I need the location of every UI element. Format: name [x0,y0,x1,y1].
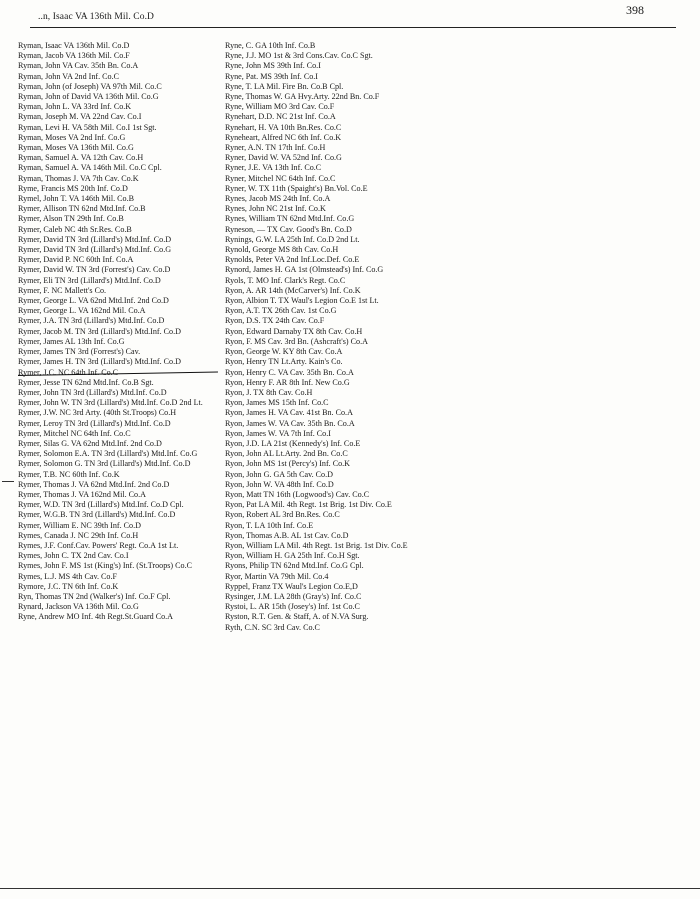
right-column [225,41,465,633]
roster-entry: Rymer, Eli TN 3rd (Lillard's) Mtd.Inf. Co.D [18,275,161,285]
roster-entry: Ryon, Henry F. AR 8th Inf. New Co.G [225,377,350,387]
roster-entry: Ryman, Levi H. VA 58th Mil. Co.I 1st Sgt. [18,122,157,132]
header-rule [30,27,676,28]
roster-entry: Rynolds, Peter VA 2nd Inf.Loc.Def. Co.E [225,255,360,265]
roster-entry: Rynord, James H. GA 1st (Olmstead's) Inf. Co.G [225,265,384,275]
roster-entry: Rymer, J.W. NC 3rd Arty. (40th St.Troops) Co.H [18,408,177,418]
roster-entry: Ryon, James W. VA Cav. 35th Bn. Co.A [225,418,355,428]
roster-entry: Rymer, Jesse TN 62nd Mtd.Inf. Co.B Sgt. [18,377,154,387]
roster-entry: Ryman, John VA 2nd Inf. Co.C [18,71,120,81]
margin-dash [2,481,14,482]
roster-entry: Ryon, James H. VA Cav. 41st Bn. Co.A [225,408,353,418]
roster-entry: Ryman, Moses VA 2nd Inf. Co.G [18,132,126,142]
roster-entry: Ryon, Thomas A.B. AL 1st Cav. Co.D [225,530,349,540]
running-header: ..n, Isaac VA 136th Mil. Co.D [38,12,155,22]
bottom-rule [0,888,700,889]
roster-entry: Rynehart, D.D. NC 21st Inf. Co.A [225,112,336,122]
roster-entry: Ryman, Moses VA 136th Mil. Co.G [18,143,134,153]
roster-entry: Rymer, James H. TN 3rd (Lillard's) Mtd.Inf. Co.D [18,357,181,367]
roster-entry: Rymer, David P. NC 60th Inf. Co.A [18,255,134,265]
roster-entry: Rymer, Solomon E.A. TN 3rd (Lillard's) Mtd.Inf. Co.G [18,449,198,459]
roster-entry: Ryon, William LA Mil. 4th Regt. 1st Brig. 1st Div. Co.E [225,540,408,550]
roster-entry: Rymer, Leroy TN 3rd (Lillard's) Mtd.Inf. Co.D [18,418,171,428]
roster-entry: Ryon, F. MS Cav. 3rd Bn. (Ashcraft's) Co.A [225,336,368,346]
roster-entry: Rysinger, J.M. LA 28th (Gray's) Inf. Co.C [225,591,362,601]
roster-entry: Rynold, George MS 8th Cav. Co.H [225,245,339,255]
roster-entry: Ryon, John MS 1st (Percy's) Inf. Co.K [225,459,351,469]
roster-entry: Ryn, Thomas TN 2nd (Walker's) Inf. Co.F Cpl. [18,591,171,601]
roster-entry: Ryman, John VA Cav. 35th Bn. Co.A [18,61,139,71]
roster-entry: Ryon, John AL Lt.Arty. 2nd Bn. Co.C [225,449,348,459]
roster-entry: Ryon, T. LA 10th Inf. Co.E [225,520,314,530]
roster-entry: Ryon, Henry C. VA Cav. 35th Bn. Co.A [225,367,354,377]
roster-entry: Ryman, Joseph M. VA 22nd Cav. Co.I [18,112,142,122]
roster-entry: Rymer, David TN 3rd (Lillard's) Mtd.Inf. Co.D [18,234,172,244]
roster-entry: Rymer, James TN 3rd (Forrest's) Cav. [18,347,141,357]
roster-entry: Rymer, T.B. NC 60th Inf. Co.K [18,469,120,479]
roster-entry: Ryman, Samuel A. VA 12th Cav. Co.H [18,153,144,163]
roster-entry: Ryman, John (of Joseph) VA 97th Mil. Co.C [18,81,162,91]
roster-entry: Ryne, Thomas W. GA Hvy.Arty. 22nd Bn. Co.F [225,92,380,102]
roster-entry: Ryne, T. LA Mil. Fire Bn. Co.B Cpl. [225,81,344,91]
roster-entry: Rymer, J.C. NC 64th Inf. Co.C [18,367,119,377]
roster-entry: Ryols, T. MO Inf. Clark's Regt. Co.C [225,275,346,285]
roster-entry: Ryne, Pat. MS 39th Inf. Co.I [225,71,318,81]
roster-entry: Ryne, J.J. MO 1st & 3rd Cons.Cav. Co.C Sgt. [225,51,373,61]
roster-entry: Ryner, J.E. VA 13th Inf. Co.C [225,163,322,173]
roster-entry: Ryon, Edward Darnaby TX 8th Cav. Co.H [225,326,363,336]
roster-entry: Ryon, John G. GA 5th Cav. Co.D [225,469,333,479]
roster-entry: Rymer, David TN 3rd (Lillard's) Mtd.Inf. Co.G [18,245,172,255]
roster-entry: Ryman, Samuel A. VA 146th Mil. Co.C Cpl. [18,163,162,173]
roster-entry: Ryner, Mitchel NC 64th Inf. Co.C [225,173,336,183]
roster-entry: Rymer, William E. NC 39th Inf. Co.D [18,520,141,530]
roster-entry: Ryon, A.T. TX 26th Cav. 1st Co.G [225,306,337,316]
roster-entry: Rymer, Allison TN 62nd Mtd.Inf. Co.B [18,204,146,214]
roster-entry: Ryon, Robert AL 3rd Bn.Res. Co.C [225,510,340,520]
roster-entry: Ryth, C.N. SC 3rd Cav. Co.C [225,622,320,632]
roster-entry: Ryon, A. AR 14th (McCarver's) Inf. Co.K [225,285,361,295]
roster-entry: Rynehart, H. VA 10th Bn.Res. Co.C [225,122,342,132]
page-number: 398 [626,3,644,17]
left-column [18,41,218,623]
roster-entry: Ryman, Jacob VA 136th Mil. Co.F [18,51,130,61]
roster-entry: Rymer, Solomon G. TN 3rd (Lillard's) Mtd.Inf. Co.D [18,459,191,469]
roster-entry: Rymer, George L. VA 62nd Mtd.Inf. 2nd Co.D [18,296,169,306]
roster-entry: Rymer, W.D. TN 3rd (Lillard's) Mtd.Inf. Co.D Cpl. [18,500,184,510]
roster-entry: Rystoi, L. AR 15th (Josey's) Inf. 1st Co.C [225,602,360,612]
roster-entry: Ryon, Albion T. TX Waul's Legion Co.E 1st Lt. [225,296,379,306]
roster-entry: Rymer, W.G.B. TN 3rd (Lillard's) Mtd.Inf. Co.D [18,510,176,520]
roster-entry: Ryman, John L. VA 33rd Inf. Co.K [18,102,132,112]
roster-entry: Rynings, G.W. LA 25th Inf. Co.D 2nd Lt. [225,234,360,244]
roster-entry: Rymes, Canada J. NC 29th Inf. Co.H [18,530,139,540]
roster-entry: Ryon, James MS 15th Inf. Co.C [225,398,329,408]
roster-entry: Rymer, Thomas J. VA 162nd Mil. Co.A [18,489,146,499]
roster-entry: Rymer, James AL 13th Inf. Co.G [18,336,125,346]
roster-entry: Ryme, Francis MS 20th Inf. Co.D [18,183,128,193]
roster-entry: Ryne, William MO 3rd Cav. Co.F [225,102,335,112]
roster-entry: Rymel, John T. VA 146th Mil. Co.B [18,194,135,204]
roster-entry: Ryner, David W. VA 52nd Inf. Co.G [225,153,342,163]
roster-entry: Ryor, Martin VA 79th Mil. Co.4 [225,571,329,581]
roster-entry: Rymer, Jacob M. TN 3rd (Lillard's) Mtd.Inf. Co.D [18,326,181,336]
roster-entry: Rymore, J.C. TN 6th Inf. Co.K [18,581,119,591]
roster-entry: Ryon, George W. KY 8th Cav. Co.A [225,347,343,357]
roster-entry: Rymer, John TN 3rd (Lillard's) Mtd.Inf. Co.D [18,387,167,397]
roster-entry: Rynes, Jacob MS 24th Inf. Co.A [225,194,331,204]
roster-entry: Ryon, John W. VA 48th Inf. Co.D [225,479,334,489]
roster-entry: Ryon, William H. GA 25th Inf. Co.H Sgt. [225,551,360,561]
roster-entry: Ryon, Henry TN Lt.Arty. Kain's Co. [225,357,343,367]
roster-entry: Ryon, James W. VA 7th Inf. Co.I [225,428,331,438]
roster-entry: Rymer, F. NC Mallett's Co. [18,285,107,295]
roster-entry: Ryner, A.N. TN 17th Inf. Co.H [225,143,326,153]
roster-entry: Ryston, R.T. Gen. & Staff, A. of N.VA Surg. [225,612,369,622]
roster-entry: Ryon, Matt TN 16th (Logwood's) Cav. Co.C [225,489,370,499]
roster-entry: Rymer, Caleb NC 4th Sr.Res. Co.B [18,224,132,234]
roster-entry: Rymes, John F. MS 1st (King's) Inf. (St.Troops) Co.C [18,561,193,571]
roster-entry: Rymer, Mitchel NC 64th Inf. Co.C [18,428,131,438]
roster-entry: Rynes, John NC 21st Inf. Co.K [225,204,326,214]
roster-entry: Rymer, J.A. TN 3rd (Lillard's) Mtd.Inf. Co.D [18,316,165,326]
roster-entry: Rymes, John C. TX 2nd Cav. Co.I [18,551,129,561]
roster-entry: Rynes, William TN 62nd Mtd.Inf. Co.G [225,214,355,224]
roster-entry: Rymer, David W. TN 3rd (Forrest's) Cav. Co.D [18,265,171,275]
roster-entry: Ryner, W. TX 11th (Spaight's) Bn.Vol. Co.E [225,183,368,193]
roster-entry: Rymer, Alson TN 29th Inf. Co.B [18,214,124,224]
roster-entry: Ryneheart, Alfred NC 6th Inf. Co.K [225,132,342,142]
roster-entry: Rymer, Silas G. VA 62nd Mtd.Inf. 2nd Co.D [18,438,162,448]
roster-entry: Rymes, L.J. MS 4th Cav. Co.F [18,571,117,581]
roster-entry: Ryppel, Franz TX Waul's Legion Co.E,D [225,581,358,591]
roster-entry: Rymes, J.F. Conf.Cav. Powers' Regt. Co.A 1st Lt. [18,540,179,550]
roster-entry: Ryon, J. TX 8th Cav. Co.H [225,387,313,397]
roster-entry: Ryneson, — TX Cav. Good's Bn. Co.D [225,224,352,234]
roster-entry: Ryman, John of David VA 136th Mil. Co.G [18,92,159,102]
roster-entry: Ryon, J.D. LA 21st (Kennedy's) Inf. Co.E [225,438,361,448]
roster-entry: Ryon, D.S. TX 24th Cav. Co.F [225,316,325,326]
roster-entry: Ryon, Pat LA Mil. 4th Regt. 1st Brig. 1st Div. Co.E [225,500,392,510]
roster-entry: Rymer, John W. TN 3rd (Lillard's) Mtd.Inf. Co.D 2nd Lt. [18,398,203,408]
roster-entry: Ryne, Andrew MO Inf. 4th Regt.St.Guard Co.A [18,612,174,622]
roster-entry: Ryne, C. GA 10th Inf. Co.B [225,41,316,50]
roster-entry: Ryman, Thomas J. VA 7th Cav. Co.K [18,173,139,183]
roster-entry: Rynard, Jackson VA 136th Mil. Co.G [18,602,139,612]
roster-entry: Ryons, Philip TN 62nd Mtd.Inf. Co.G Cpl. [225,561,364,571]
roster-entry: Rymer, Thomas J. VA 62nd Mtd.Inf. 2nd Co.D [18,479,170,489]
roster-entry: Rymer, George L. VA 162nd Mil. Co.A [18,306,146,316]
roster-entry: Ryne, John MS 39th Inf. Co.I [225,61,321,71]
roster-entry: Ryman, Isaac VA 136th Mil. Co.D [18,41,130,50]
